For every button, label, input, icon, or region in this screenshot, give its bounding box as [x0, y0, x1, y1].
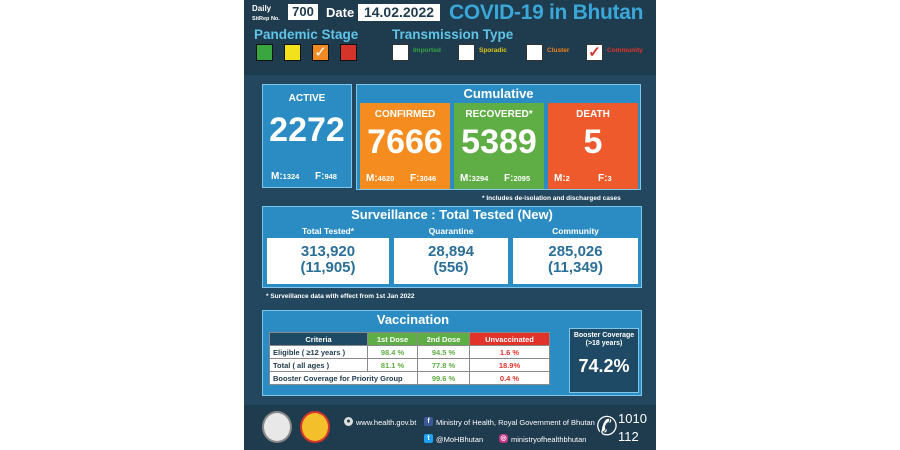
stage-green-box — [256, 44, 273, 61]
death-value: 5 — [583, 123, 603, 161]
quarantine-new: (556) — [433, 259, 469, 276]
recovered-label: RECOVERED* — [465, 109, 533, 120]
recovered-male — [460, 173, 488, 184]
recovered-footnote: * Includes de-isolation and discharged cases — [482, 195, 621, 202]
facebook-link[interactable]: Ministry of Health, Royal Government of Bhutan — [436, 418, 595, 427]
transmission-type-title: Transmission Type — [392, 27, 514, 42]
confirmed-male-value: 4620 — [377, 174, 395, 183]
row-second-dose: 94.5 % — [418, 346, 470, 359]
booster-coverage-label: Booster Coverage (>18 years) — [573, 332, 635, 347]
row-second-dose: 99.6 % — [418, 372, 470, 385]
recovered-value: 5389 — [461, 123, 537, 161]
cumulative-panel — [356, 84, 641, 190]
website-link[interactable]: www.health.gov.bt — [356, 418, 417, 427]
stage-orange-box-checked — [312, 44, 329, 61]
check-icon: ✓ — [588, 44, 601, 61]
date-label: Date — [326, 5, 355, 20]
surveillance-panel — [262, 206, 642, 288]
row-second-dose: 77.8 % — [418, 359, 470, 372]
confirmed-female-value: 3046 — [419, 174, 437, 183]
footer — [244, 405, 656, 450]
confirmed-value: 7666 — [367, 123, 443, 161]
page-title: COVID-19 in Bhutan — [449, 1, 644, 24]
death-female-value: 3 — [607, 174, 612, 183]
imported-label: Imported — [413, 47, 441, 54]
daily-label — [252, 4, 280, 24]
table-row — [270, 359, 550, 372]
death-label: DEATH — [576, 109, 610, 120]
total-tested-new: (11,905) — [300, 259, 356, 276]
instagram-link[interactable]: ministryofhealthbhutan — [511, 435, 587, 444]
confirmed-label: CONFIRMED — [374, 109, 436, 120]
community-tested-label: Community — [513, 225, 638, 238]
death-female — [598, 173, 612, 184]
female-label: F: — [410, 173, 420, 184]
community-new: (11,349) — [547, 259, 604, 276]
cumulative-title: Cumulative — [463, 86, 534, 101]
stage-yellow-box — [284, 44, 301, 61]
row-unvaccinated: 1.6 % — [470, 346, 550, 359]
criteria-header: Criteria — [270, 333, 368, 346]
ministry-logo-icon — [300, 411, 330, 443]
vaccination-panel — [262, 310, 642, 396]
quarantine-label: Quarantine — [394, 225, 508, 238]
phone-number-1010: 1010 — [618, 411, 647, 426]
check-icon: ✓ — [314, 44, 327, 61]
twitter-link[interactable]: @MoHBhutan — [436, 435, 484, 444]
table-row — [270, 346, 550, 359]
row-first-dose: 81.1 % — [368, 359, 418, 372]
first-dose-header: 1st Dose — [368, 333, 418, 346]
active-male — [271, 171, 299, 182]
national-emblem-icon — [262, 411, 292, 443]
death-male — [554, 173, 570, 184]
total-tested-column — [267, 225, 389, 287]
community-column — [513, 225, 638, 287]
daily-text: Daily — [252, 4, 272, 13]
confirmed-female — [410, 173, 436, 184]
surveillance-footnote: * Surveillance data with effect from 1st Jan 2022 — [266, 293, 415, 300]
imported-checkbox — [392, 44, 409, 61]
report-date: 14.02.2022 — [358, 4, 440, 21]
cluster-label: Cluster — [547, 47, 570, 54]
community-value: 285,026 — [548, 243, 603, 260]
total-tested-label: Total Tested* — [267, 225, 389, 238]
pandemic-stage-title: Pandemic Stage — [254, 27, 359, 42]
globe-icon: ● — [344, 417, 353, 426]
male-label: M: — [271, 171, 283, 182]
phone-icon: ✆ — [596, 411, 618, 441]
confirmed-card — [360, 103, 450, 189]
row-unvaccinated: 0.4 % — [470, 372, 550, 385]
sitrep-number: 700 — [288, 4, 318, 20]
active-female — [315, 171, 337, 182]
sporadic-checkbox — [458, 44, 475, 61]
facebook-icon: f — [424, 417, 433, 426]
row-first-dose: 98.4 % — [368, 346, 418, 359]
row-criteria: Total ( all ages ) — [270, 359, 368, 372]
confirmed-male — [366, 173, 394, 184]
second-dose-header: 2nd Dose — [418, 333, 470, 346]
male-label: M: — [460, 173, 472, 184]
male-label: M: — [554, 173, 566, 184]
female-label: F: — [504, 173, 514, 184]
phone-number-112: 112 — [618, 429, 639, 444]
total-tested-value: 313,920 — [300, 243, 356, 260]
active-female-value: 948 — [324, 172, 337, 181]
active-value: 2272 — [269, 111, 345, 149]
sitrep-label: SitRep No. — [252, 16, 280, 22]
quarantine-box — [394, 238, 508, 284]
recovered-card — [454, 103, 544, 189]
row-criteria: Eligible ( ≥12 years ) — [270, 346, 368, 359]
active-label: ACTIVE — [288, 93, 326, 104]
female-label: F: — [315, 171, 325, 182]
header — [244, 0, 656, 75]
community-label: Community — [607, 47, 643, 54]
row-criteria: Booster Coverage for Priority Group — [270, 372, 418, 385]
community-checkbox-checked — [586, 44, 603, 61]
sporadic-label: Sporadic — [479, 47, 507, 54]
table-row — [270, 372, 550, 385]
death-card — [548, 103, 638, 189]
infographic — [244, 0, 656, 450]
cluster-checkbox — [526, 44, 543, 61]
surveillance-title: Surveillance : Total Tested (New) — [351, 207, 553, 222]
community-box — [513, 238, 638, 284]
instagram-icon: ◎ — [500, 435, 507, 442]
recovered-male-value: 3294 — [471, 174, 489, 183]
active-card — [262, 84, 352, 188]
vaccination-title: Vaccination — [376, 312, 450, 327]
table-header-row — [270, 333, 550, 346]
twitter-icon: t — [424, 434, 433, 443]
death-male-value: 2 — [565, 174, 570, 183]
quarantine-column — [394, 225, 508, 287]
active-male-value: 1324 — [282, 172, 300, 181]
male-label: M: — [366, 173, 378, 184]
recovered-female-value: 2095 — [513, 174, 531, 183]
quarantine-value: 28,894 — [428, 243, 474, 260]
female-label: F: — [598, 173, 608, 184]
row-unvaccinated: 18.9% — [470, 359, 550, 372]
booster-coverage-value: 74.2% — [578, 356, 630, 376]
stage-red-box — [340, 44, 357, 61]
total-tested-box — [267, 238, 389, 284]
vaccination-table — [269, 332, 550, 385]
booster-coverage-box — [569, 328, 639, 393]
unvaccinated-header: Unvaccinated — [470, 333, 550, 346]
recovered-female — [504, 173, 530, 184]
